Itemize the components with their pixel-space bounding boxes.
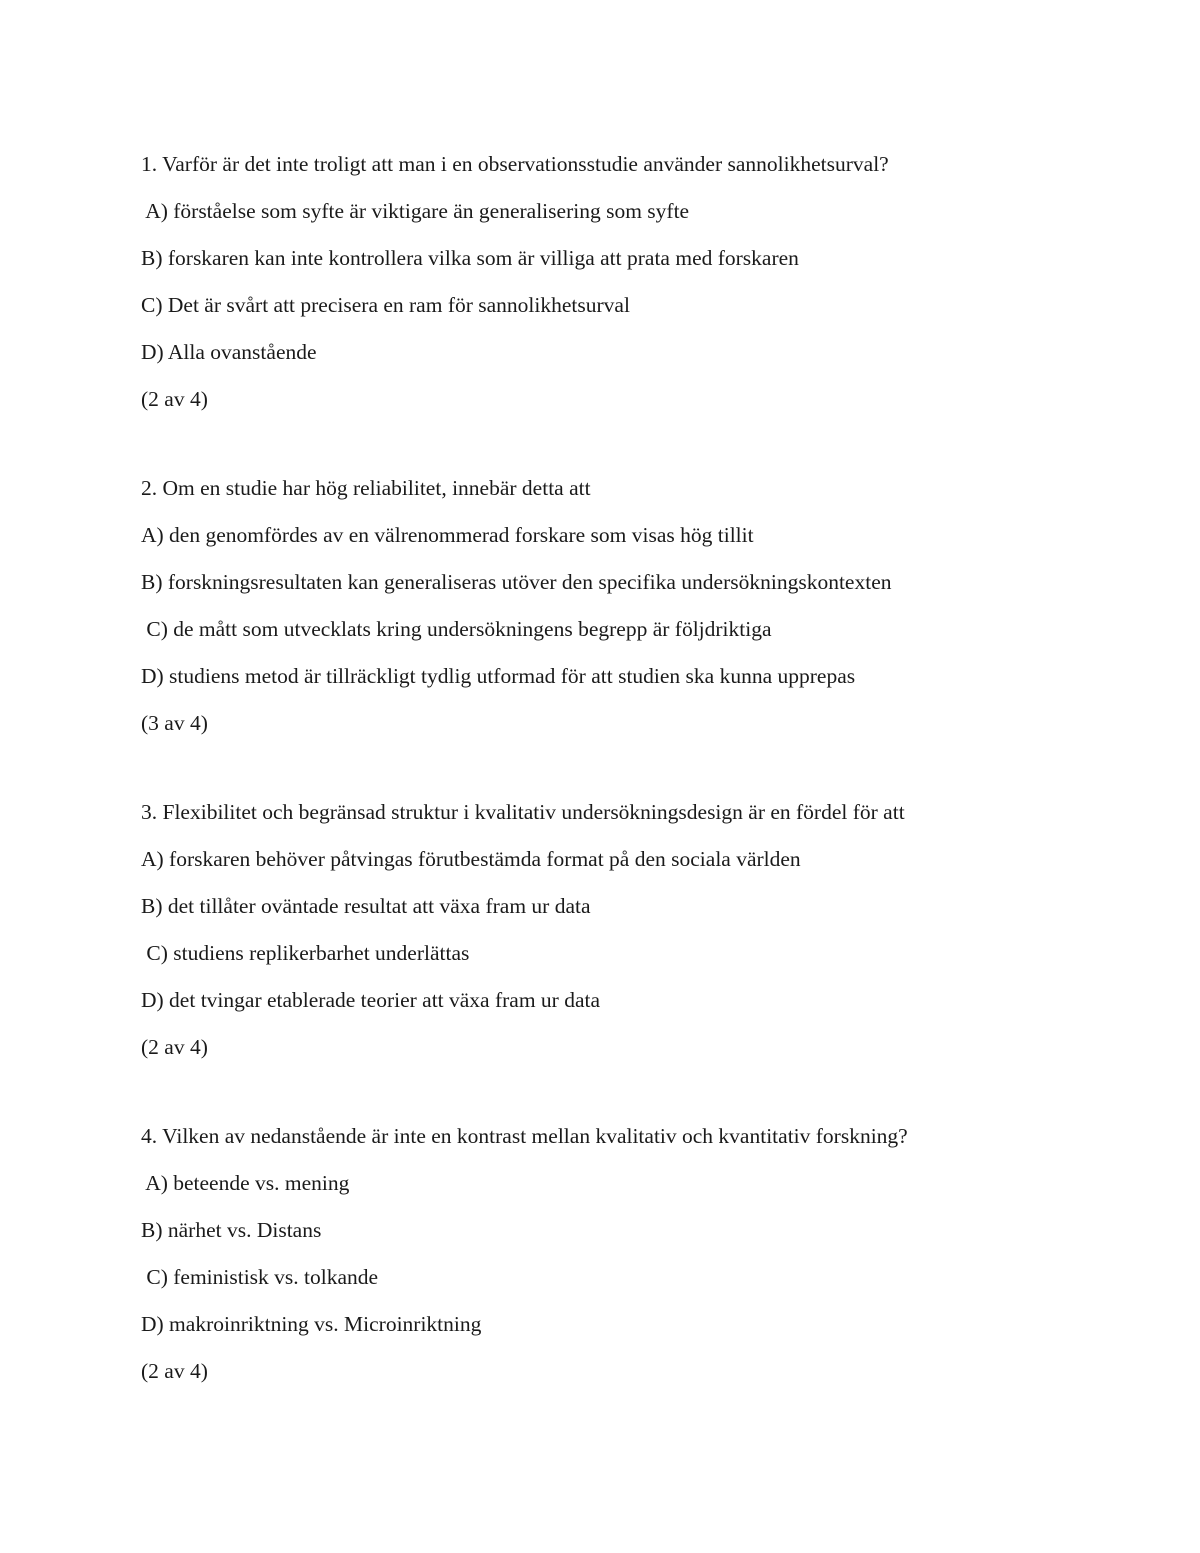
answer-option-a: A) forskaren behöver påtvingas förutbestämda format på den sociala världen [141,847,801,871]
answer-option-a: A) förståelse som syfte är viktigare än generalisering som syfte [141,199,690,223]
answer-option-c: C) feministisk vs. tolkande [141,1265,379,1289]
question-score: (3 av 4) [141,711,208,735]
answer-option-d: D) Alla ovanstående [141,340,317,364]
answer-option-d: D) studiens metod är tillräckligt tydlig utformad för att studien ska kunna upprepas [141,664,856,688]
answer-option-c: C) studiens replikerbarhet underlättas [141,941,470,965]
question-prompt: 2. Om en studie har hög reliabilitet, innebär detta att [141,476,591,500]
answer-option-a: A) den genomfördes av en välrenommerad forskare som visas hög tillit [141,523,754,547]
answer-option-d: D) makroinriktning vs. Microinriktning [141,1312,482,1336]
question-1 [141,141,1141,423]
answer-option-b: B) forskaren kan inte kontrollera vilka som är villiga att prata med forskaren [141,246,799,270]
question-score: (2 av 4) [141,387,208,411]
answer-option-b: B) forskningsresultaten kan generaliseras utöver den specifika undersökningskontexten [141,570,892,594]
question-prompt: 3. Flexibilitet och begränsad struktur i kvalitativ undersökningsdesign är en fördel för att [141,800,905,824]
answer-option-b: B) närhet vs. Distans [141,1218,322,1242]
question-2 [141,465,1141,747]
question-score: (2 av 4) [141,1035,208,1059]
question-score: (2 av 4) [141,1359,208,1383]
question-prompt: 1. Varför är det inte troligt att man i en observationsstudie använder sannolikhetsurval? [141,152,889,176]
question-3 [141,789,1141,1071]
answer-option-a: A) beteende vs. mening [141,1171,350,1195]
answer-option-c: C) de mått som utvecklats kring undersökningens begrepp är följdriktiga [141,617,772,641]
question-prompt: 4. Vilken av nedanstående är inte en kontrast mellan kvalitativ och kvantitativ forskning? [141,1124,908,1148]
answer-option-d: D) det tvingar etablerade teorier att växa fram ur data [141,988,601,1012]
answer-option-c: C) Det är svårt att precisera en ram för sannolikhetsurval [141,293,630,317]
answer-option-b: B) det tillåter oväntade resultat att växa fram ur data [141,894,591,918]
question-4 [141,1113,1141,1395]
